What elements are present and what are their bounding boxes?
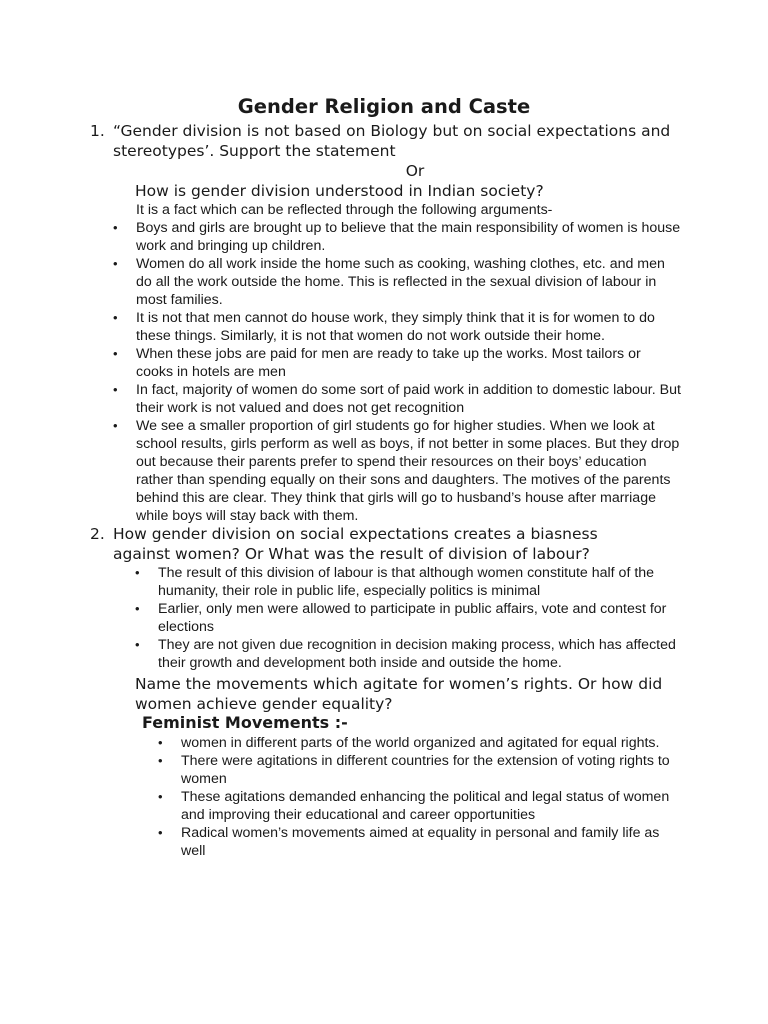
question-2-answer-list	[135, 564, 683, 672]
bullet-icon: •	[113, 382, 118, 397]
list-item: • It is not that men cannot do house work, they simply think that it is for women to do these things. Similarly, it is not that women do not work outside their home.	[113, 310, 655, 344]
question-1-intro: It is a fact which can be reflected through the following arguments-	[136, 202, 553, 218]
question-3-answer-list	[158, 734, 681, 860]
question-3-text: Name the movements which agitate for women’s rights. Or how did women achieve gender equality?	[135, 675, 663, 713]
bullet-icon: •	[113, 346, 118, 361]
question-2-text: How gender division on social expectations creates a biasness against women? Or What was the result of division of labour?	[113, 525, 598, 563]
list-item: • In fact, majority of women do some sort of paid work in addition to domestic labour. But their work is not valued and does not get recognition	[113, 382, 681, 416]
bullet-icon: •	[158, 753, 163, 768]
list-item: • There were agitations in different countries for the extension of voting rights to women	[158, 753, 670, 787]
question-1-text: “Gender division is not based on Biology but on social expectations and stereotypes’. Support the statement	[113, 122, 671, 160]
bullet-icon: •	[158, 789, 163, 804]
list-item: • We see a smaller proportion of girl students go for higher studies. When we look at school results, girls perform as well as boys, if not better in some places. But they drop out because their parents prefer to spend their resources on their boys’ education rather than spending equally on their sons and daughters. The motives of the parents behind this are clear. They think that girls will go to husband’s house after marriage while boys will stay back with them.	[113, 418, 680, 524]
bullet-icon: •	[113, 418, 118, 433]
list-item: • Women do all work inside the home such as cooking, washing clothes, etc. and men do all the work outside the home. This is reflected in the sexual division of labour in most families.	[113, 256, 665, 308]
bullet-icon: •	[135, 565, 140, 580]
list-item: • Radical women’s movements aimed at equality in personal and family life as well	[158, 825, 660, 859]
section-heading: Feminist Movements :-	[142, 713, 348, 732]
bullet-icon: •	[113, 256, 118, 271]
question-1-answer-list	[113, 219, 681, 525]
question-1-number: 1.	[90, 122, 105, 140]
question-2-number: 2.	[90, 525, 105, 543]
bullet-icon: •	[135, 637, 140, 652]
page-title: Gender Religion and Caste	[237, 95, 531, 118]
bullet-icon: •	[158, 825, 163, 840]
or-separator: Or	[405, 162, 425, 180]
bullet-icon: •	[158, 735, 163, 750]
bullet-icon: •	[113, 310, 118, 325]
list-item: • Boys and girls are brought up to believe that the main responsibility of women is house work and bringing up children.	[113, 220, 681, 254]
list-item: • The result of this division of labour is that although women constitute half of the humanity, their role in public life, especially politics is minimal	[135, 565, 655, 599]
list-item: • women in different parts of the world organized and agitated for equal rights.	[158, 735, 660, 751]
list-item: • When these jobs are paid for men are ready to take up the works. Most tailors or cooks in hotels are men	[113, 346, 641, 380]
bullet-icon: •	[113, 220, 118, 235]
list-item: • Earlier, only men were allowed to participate in public affairs, vote and contest for elections	[135, 601, 667, 635]
bullet-icon: •	[135, 601, 140, 616]
question-1-alt: How is gender division understood in Indian society?	[135, 182, 544, 200]
list-item: • They are not given due recognition in decision making process, which has affected their growth and development both inside and outside the home.	[135, 637, 676, 671]
list-item: • These agitations demanded enhancing the political and legal status of women and improving their educational and career opportunities	[158, 789, 670, 823]
